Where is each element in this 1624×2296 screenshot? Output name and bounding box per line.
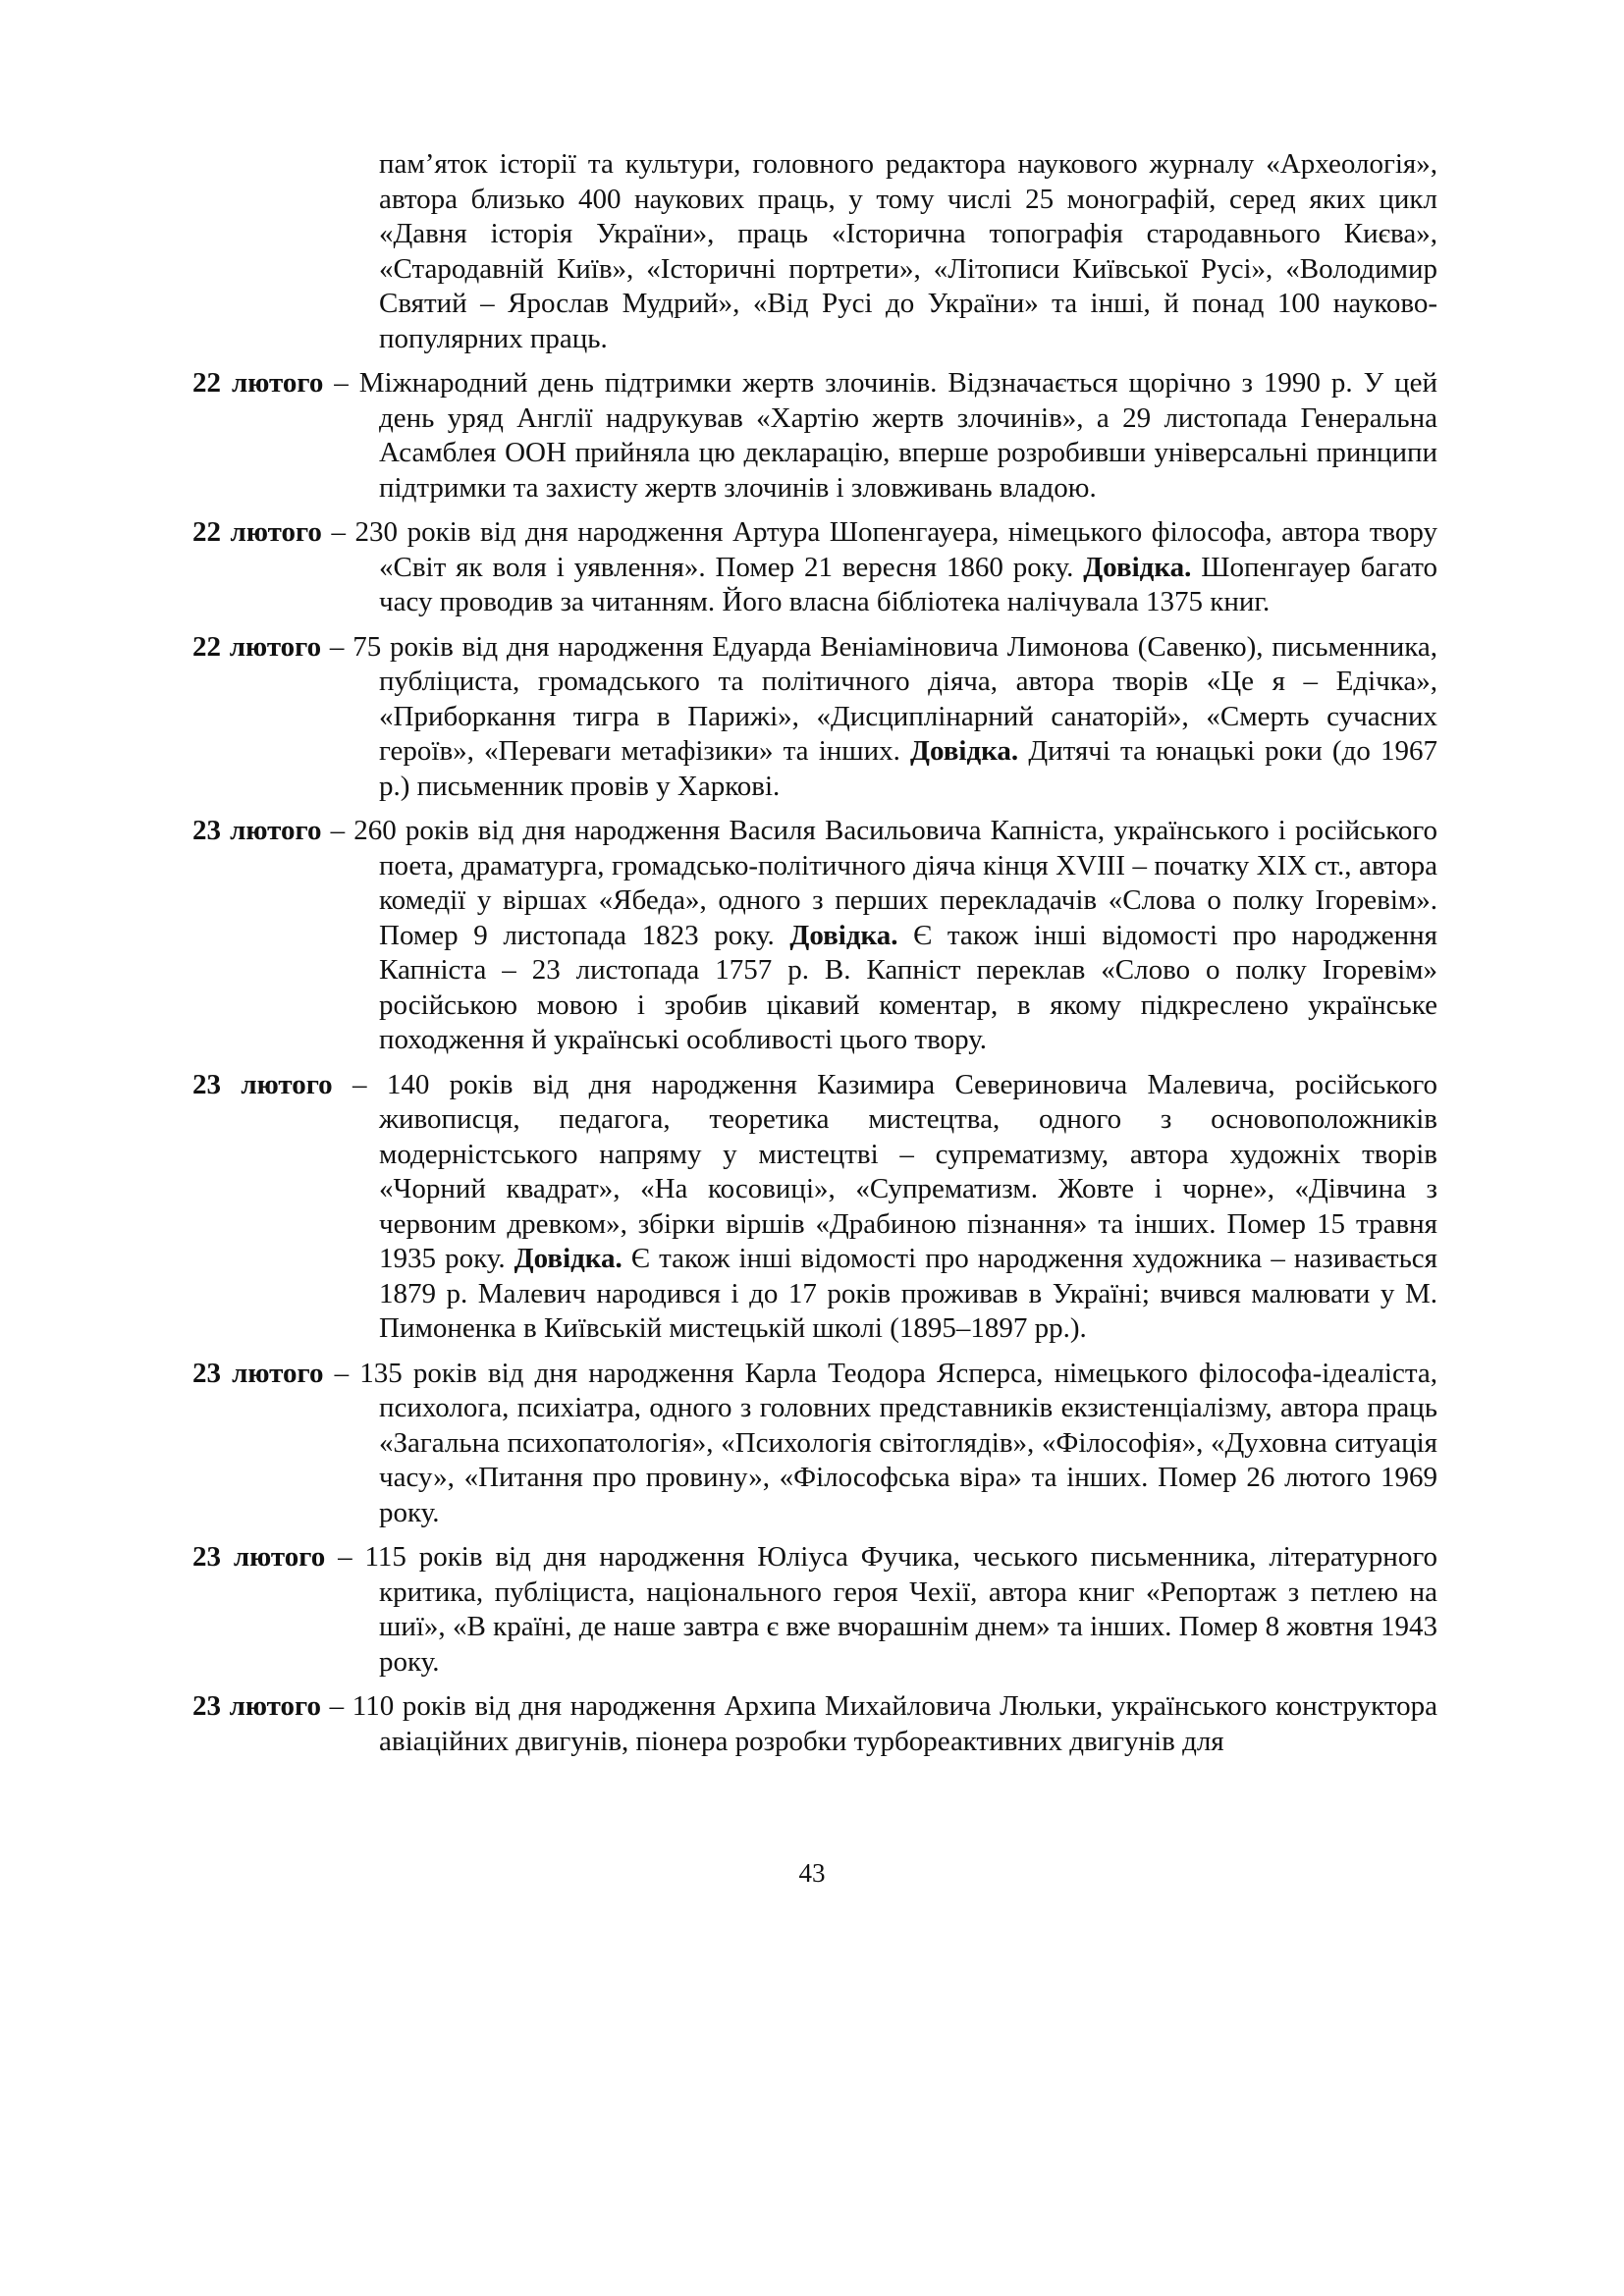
page-number: 43 bbox=[798, 1858, 826, 1888]
calendar-entry bbox=[192, 1068, 1437, 1347]
reference-label: Довідка. bbox=[514, 1243, 623, 1274]
entry-text: 115 років від дня народження Юліуса Фучика, чеського письменника, літературного критика, публіциста, національного героя Чехії, автора книг «Репортаж з петлею на шиї», «В країні, де наше завтра є вже вчорашнім днем» та інших. Помер 8 жовтня 1943 року. bbox=[364, 1541, 1438, 1678]
calendar-entry bbox=[192, 366, 1437, 506]
reference-label: Довідка. bbox=[910, 735, 1019, 767]
entry-separator: – bbox=[332, 1068, 387, 1100]
entry-separator: – bbox=[321, 815, 354, 846]
reference-label: Довідка. bbox=[1083, 551, 1192, 583]
entry-text: Міжнародний день підтримки жертв злочинів. Відзначається щорічно з 1990 р. У цей день уряд Англії надрукував «Хартію жертв злочинів», а 29 листопада Генеральна Асамблея ООН прийняла цю декларацію, вперше розробивши універсальні принципи підтримки та захисту жертв злочинів і зловживань владою. bbox=[358, 367, 1438, 504]
entry-text: 140 років від дня народження Казимира Севериновича Малевича, російського живописця, педагога, теоретика мистецтва, одного з основоположників модерністського напряму у мистецтві – супрематизму, автора художніх творів «Чорний квадрат», «На косовиці», «Супрематизм. Жовте і чорне», «Дівчина з червоним древком», збірки віршів «Драбиною пізнання» та інших. Помер 15 травня 1935 року. bbox=[379, 1068, 1438, 1274]
entry-date: 23 лютого bbox=[192, 1068, 333, 1100]
entry-text: 135 років від дня народження Карла Теодора Ясперса, німецького філософа-ідеаліста, психолога, психіатра, одного з головних представників екзистенціалізму, автора праць «Загальна психопатологія», «Психологія світоглядів», «Філософія», «Духовна ситуація часу», «Питання про провину», «Філософська віра» та інших. Помер 26 лютого 1969 року. bbox=[359, 1357, 1437, 1528]
continuation-paragraph: пам’яток історії та культури, головного редактора наукового журналу «Археологія», автора близько 400 наукових праць, у тому числі 25 монографій, серед яких цикл «Давня історія України», праць «Історична топографія стародавнього Києва», «Стародавній Київ», «Історичні портрети», «Літописи Київської Русі», «Володимир Святий – Ярослав Мудрий», «Від Русі до України» та інші, й понад 100 науково-популярних праць. bbox=[379, 148, 1437, 354]
calendar-entry bbox=[192, 515, 1437, 620]
text-column bbox=[192, 147, 1437, 1769]
entry-date: 23 лютого bbox=[192, 815, 322, 846]
entry-separator: – bbox=[321, 516, 355, 548]
calendar-entry bbox=[192, 630, 1437, 805]
calendar-entry bbox=[192, 1357, 1437, 1531]
reference-text: Є також інші відомості про народження Капніста – 23 листопада 1757 р. В. Капніст переклав «Слово о полку Ігоревім» російською мовою і зробив цікавий коментар, в якому підкреслено українське походження й українські особливості цього твору. bbox=[379, 919, 1437, 1055]
entry-text: 230 років від дня народження Артура Шопенгауера, німецького філософа, автора твору «Світ як воля і уявлення». Помер 21 вересня 1860 року. bbox=[354, 516, 1438, 583]
entry-separator: – bbox=[321, 1690, 352, 1722]
entry-text: 110 років від дня народження Архипа Михайловича Люльки, українського конструктора авіаційних двигунів, піонера розробки турбореактивних двигунів для bbox=[352, 1690, 1438, 1757]
entry-separator: – bbox=[323, 367, 359, 399]
entry-text: 260 років від дня народження Василя Васильовича Капніста, українського і російського поета, драматурга, громадсько-політичного діяча кінця XVIII – початку XIX ст., автора комедії у віршах «Ябеда», одного з перших перекладачів «Слова о полку Ігоревім». Помер 9 листопада 1823 року. bbox=[353, 815, 1438, 951]
reference-text: Є також інші відомості про народження художника – називається 1879 р. Малевич народився і до 17 років проживав в Україні; вчився малювати у М. Пимоненка в Київській мистецькій школі (1895–1897 рр.). bbox=[379, 1243, 1438, 1344]
entry-text: 75 років від дня народження Едуарда Веніаміновича Лимонова (Савенко), письменника, публіциста, громадського та політичного діяча, автора творів «Це я – Едічка», «Приборкання тигра в Парижі», «Дисциплінарний санаторій», «Смерть сучасних героїв», «Переваги метафізики» та інших. bbox=[352, 630, 1438, 767]
reference-text: Дитячі та юнацькі роки (до 1967 р.) письменник провів у Харкові. bbox=[379, 735, 1437, 802]
calendar-entry bbox=[192, 814, 1437, 1058]
entry-date: 23 лютого bbox=[192, 1541, 326, 1573]
entry-date: 22 лютого bbox=[192, 367, 324, 399]
reference-text: Шопенгауер багато часу проводив за читанням. Його власна бібліотека налічувала 1375 книг. bbox=[379, 551, 1437, 617]
entry-date: 22 лютого bbox=[192, 630, 322, 663]
entry-separator: – bbox=[325, 1541, 365, 1573]
calendar-entry bbox=[192, 1689, 1437, 1759]
entry-separator: – bbox=[323, 1357, 360, 1389]
entry-date: 22 лютого bbox=[192, 516, 322, 548]
entry-date: 23 лютого bbox=[192, 1690, 321, 1722]
entry-separator: – bbox=[321, 630, 353, 663]
reference-label: Довідка. bbox=[789, 919, 898, 951]
calendar-entry bbox=[192, 1540, 1437, 1680]
entry-date: 23 лютого bbox=[192, 1357, 324, 1389]
